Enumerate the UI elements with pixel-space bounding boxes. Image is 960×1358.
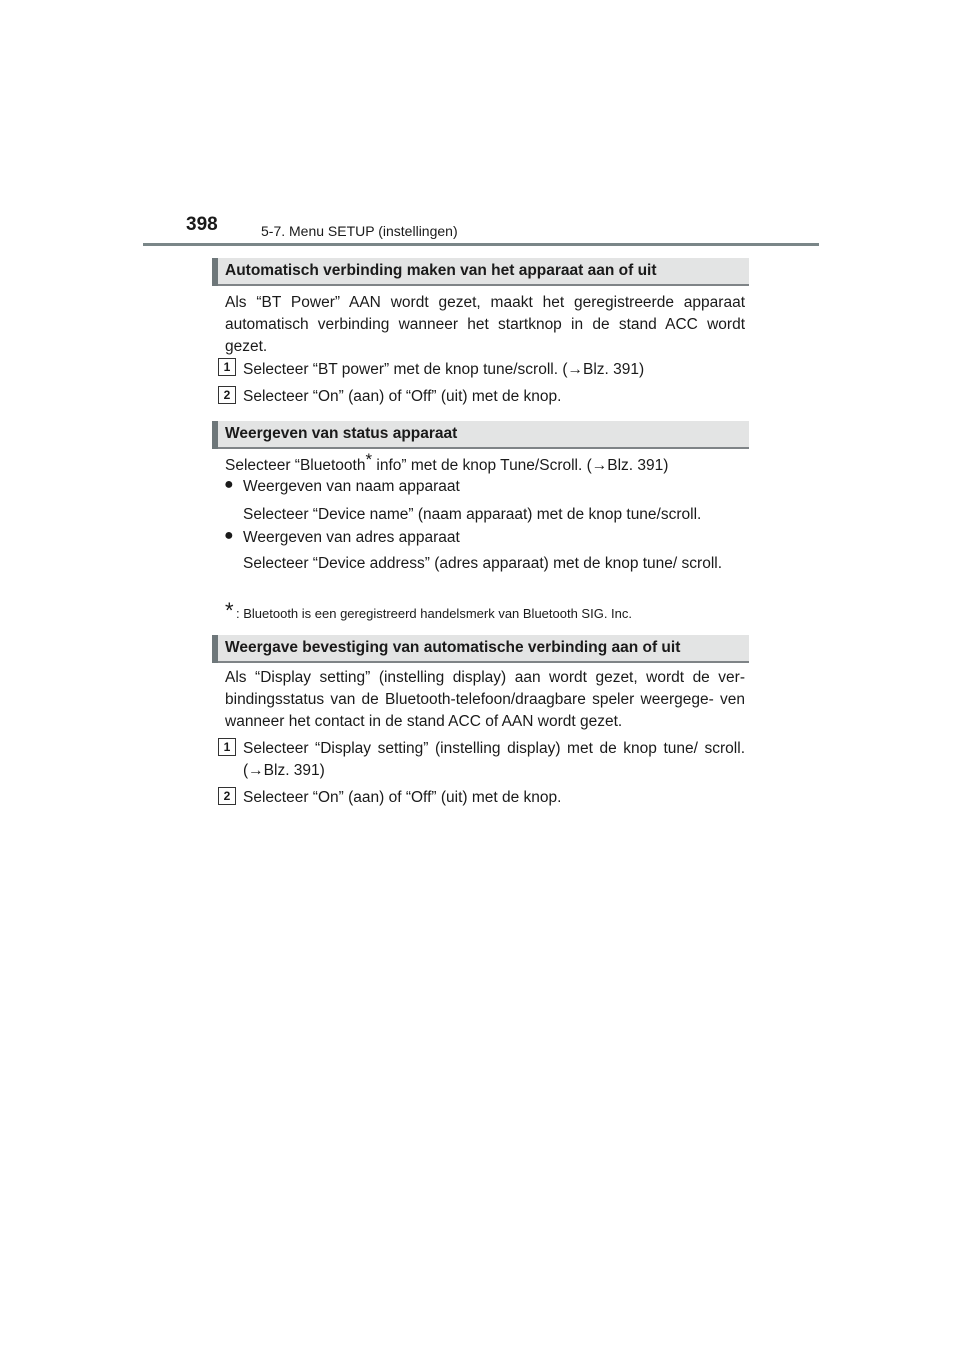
section-heading-auto-connect: Automatisch verbinding maken van het apparaat aan of uit — [212, 258, 749, 286]
footnote-star: * — [225, 598, 234, 623]
bullet-text-device-address: Selecteer “Device address” (adres apparaat) met de knop tune/ scroll. — [243, 555, 723, 572]
step-text-1: Selecteer “Display setting” (instelling display) met de knop tune/ scroll. (→Blz. 391) — [243, 740, 745, 779]
step-badge-2: 2 — [218, 386, 236, 404]
footnote-text: : Bluetooth is een geregistreerd handelsmerk van Bluetooth SIG. Inc. — [236, 606, 633, 621]
section-heading-display-confirmation: Weergave bevestiging van automatische verbinding aan of uit — [212, 635, 749, 663]
step-text-1: Selecteer “BT power” met de knop tune/scroll. (→Blz. 391) — [243, 361, 645, 378]
footnote-marker: * — [365, 450, 373, 469]
step-badge-1: 1 — [218, 358, 236, 376]
bullet-title-device-address: Weergeven van adres apparaat — [243, 529, 460, 546]
step-badge-2: 2 — [218, 787, 236, 805]
step-text-2: Selecteer “On” (aan) of “Off” (uit) met de knop. — [243, 789, 562, 806]
header-rule — [143, 243, 819, 246]
bullet-icon: ● — [224, 527, 234, 544]
device-status-intro: Selecteer “Bluetooth* info” met de knop Tune/Scroll. (→Blz. 391) — [225, 450, 669, 474]
auto-connect-intro: Als “BT Power” AAN wordt gezet, maakt het geregistreerde apparaat automatisch verbinding wanneer het startknop in de stand ACC wordt gezet. — [225, 294, 745, 355]
chapter-title: 5-7. Menu SETUP (instellingen) — [261, 223, 458, 239]
page-number: 398 — [186, 214, 218, 235]
step-text-2: Selecteer “On” (aan) of “Off” (uit) met de knop. — [243, 388, 562, 405]
step-badge-1: 1 — [218, 738, 236, 756]
bullet-title-device-name: Weergeven van naam apparaat — [243, 478, 460, 495]
bullet-icon: ● — [224, 476, 234, 493]
display-confirmation-intro: Als “Display setting” (instelling display) aan wordt gezet, wordt de ver- bindingsstatus van de Bluetooth-telefoon/draagbare speler weergege- ven wanneer het contact in de stand ACC of AAN wordt gezet. — [225, 669, 745, 730]
section-heading-device-status: Weergeven van status apparaat — [212, 421, 749, 449]
bullet-text-device-name: Selecteer “Device name” (naam apparaat) met de knop tune/scroll. — [243, 506, 702, 523]
